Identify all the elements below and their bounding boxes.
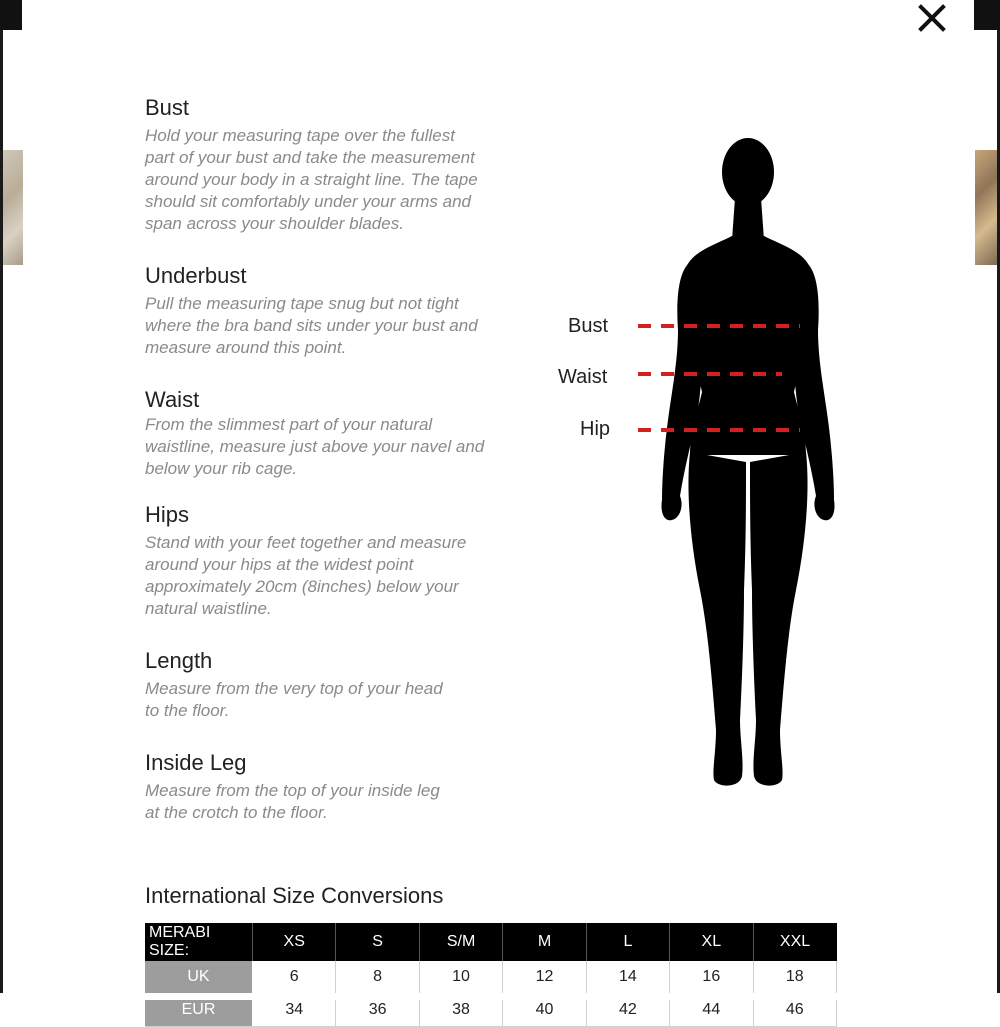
waist-label: Waist xyxy=(558,366,608,388)
guide-section-bust xyxy=(145,94,545,262)
guide-section-hips xyxy=(145,501,545,647)
guide-section-inside-leg xyxy=(145,749,545,824)
table-cell: 16 xyxy=(670,961,753,994)
section-title: Inside Leg xyxy=(145,750,247,775)
body-figure xyxy=(540,130,870,800)
measurement-guide xyxy=(145,94,545,824)
header-cell: M xyxy=(503,923,586,961)
header-cell: MERABI SIZE: xyxy=(145,923,253,961)
row-label: UK xyxy=(145,961,253,994)
overlay-corner-left xyxy=(0,0,22,30)
section-description: Measure from the very top of your head to the floor. xyxy=(145,679,443,720)
table-cell: 6 xyxy=(253,961,336,994)
table-row xyxy=(145,961,837,994)
table-cell: 46 xyxy=(753,994,836,1027)
table-cell: 42 xyxy=(586,994,669,1027)
close-button[interactable] xyxy=(912,0,952,36)
close-icon xyxy=(918,4,946,32)
table-cell: 34 xyxy=(253,994,336,1027)
section-title: Length xyxy=(145,648,213,673)
background-image-peek-left xyxy=(3,150,23,265)
header-cell: S/M xyxy=(419,923,502,961)
section-description: Hold your measuring tape over the fullest part of your bust and take the measurement around your body in a straight line. The tape should sit comfortably under your arms and span across your shoulder blades. xyxy=(145,126,478,233)
section-title: Hips xyxy=(145,502,190,527)
section-title: Bust xyxy=(145,95,190,120)
header-cell: L xyxy=(586,923,669,961)
table-cell: 40 xyxy=(503,994,586,1027)
guide-section-underbust xyxy=(145,262,545,386)
section-description: From the slimmest part of your natural waistline, measure just above your navel and below your rib cage. xyxy=(145,415,485,478)
table-cell: 12 xyxy=(503,961,586,994)
header-cell: XS xyxy=(253,923,336,961)
background-image-peek-right xyxy=(975,150,997,265)
conversions-title: International Size Conversions xyxy=(145,883,444,908)
header-cell: XXL xyxy=(753,923,836,961)
hip-label: Hip xyxy=(580,418,611,440)
bust-label: Bust xyxy=(568,315,609,337)
viewport-cutoff xyxy=(0,993,1000,1000)
table-cell: 36 xyxy=(336,994,419,1027)
section-description: Stand with your feet together and measure around your hips at the widest point approximately 20cm (8inches) below your natural waistline. xyxy=(145,533,467,618)
overlay-corner-right xyxy=(974,0,1000,30)
table-cell: 14 xyxy=(586,961,669,994)
row-label: EUR xyxy=(145,994,253,1027)
table-header-row xyxy=(145,923,837,961)
header-cell: S xyxy=(336,923,419,961)
section-description: Measure from the top of your inside leg at the crotch to the floor. xyxy=(145,781,440,822)
header-cell: XL xyxy=(670,923,753,961)
table-cell: 8 xyxy=(336,961,419,994)
table-cell: 44 xyxy=(670,994,753,1027)
size-conversion-table xyxy=(145,923,837,1027)
section-description: Pull the measuring tape snug but not tight where the bra band sits under your bust and measure around this point. xyxy=(145,294,478,357)
body-silhouette-icon xyxy=(540,130,870,800)
section-title: Underbust xyxy=(145,263,247,288)
guide-section-waist xyxy=(145,386,545,501)
section-title: Waist xyxy=(145,387,200,412)
table-cell: 18 xyxy=(753,961,836,994)
guide-section-length xyxy=(145,647,545,749)
table-cell: 10 xyxy=(419,961,502,994)
table-cell: 38 xyxy=(419,994,502,1027)
